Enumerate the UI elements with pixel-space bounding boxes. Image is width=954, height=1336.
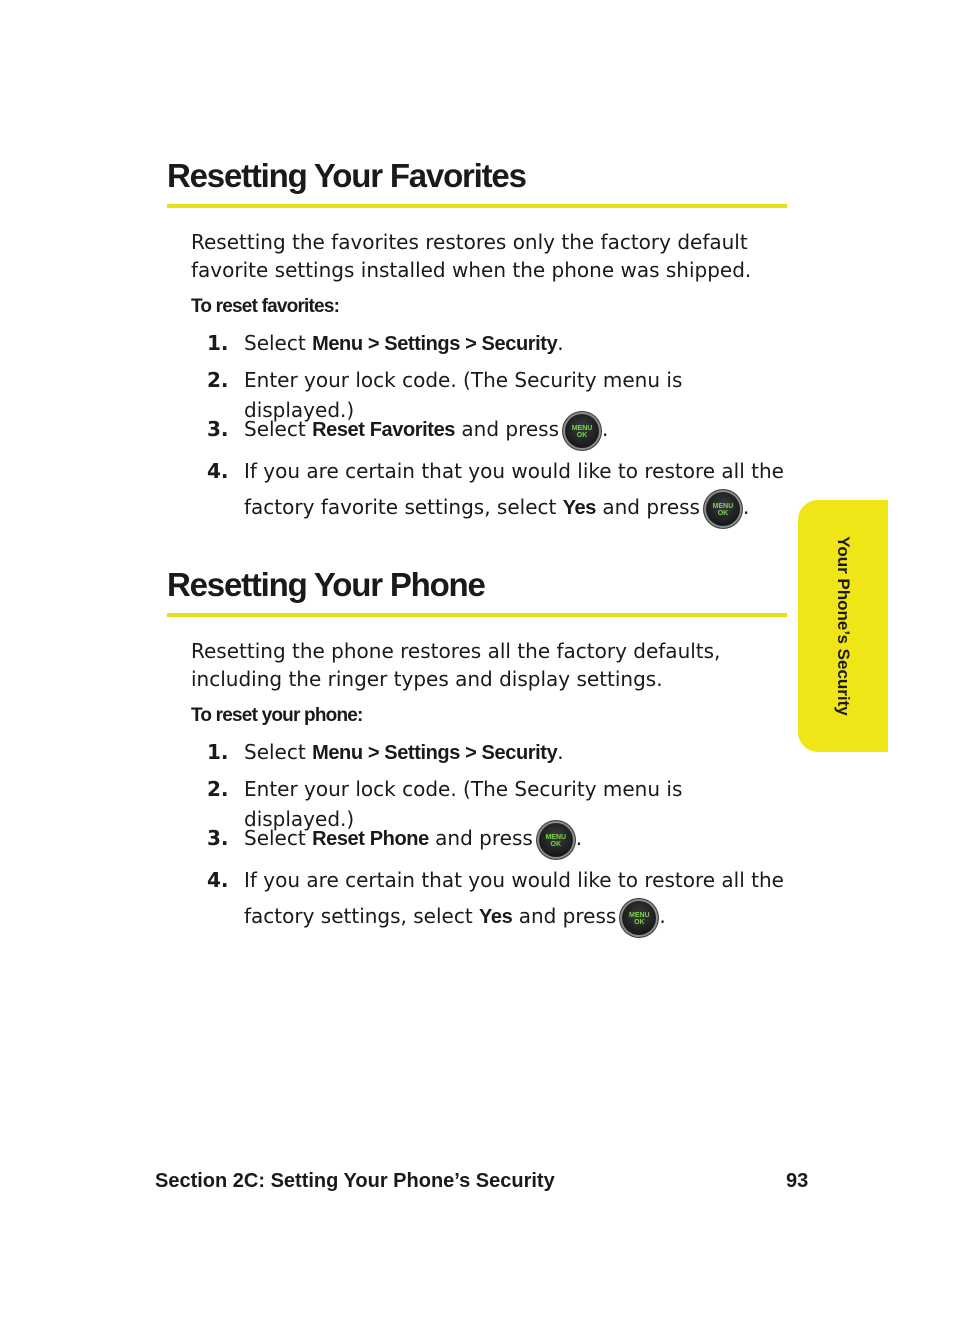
step-text: Select <box>244 740 313 764</box>
menu-option: Yes <box>479 906 513 928</box>
section-intro: Resetting the favorites restores only the factory default favorite settings installed when the phone was shipped. <box>191 230 752 282</box>
step-item <box>167 328 787 365</box>
step-item <box>167 862 787 935</box>
procedure-subhead: To reset favorites: <box>191 296 340 317</box>
step-text: If you are certain that you would like to restore all the factory settings, select <box>244 868 784 928</box>
step-item <box>167 818 787 862</box>
procedure-subhead: To reset your phone: <box>191 705 363 726</box>
step-item <box>167 453 787 526</box>
footer-section-title: Section 2C: Setting Your Phone’s Security <box>155 1170 555 1192</box>
step-text: . <box>557 740 564 764</box>
step-list <box>167 737 787 935</box>
menu-option: Yes <box>562 497 596 519</box>
section-intro: Resetting the phone restores all the factory defaults, including the ringer types and display settings. <box>191 639 721 691</box>
step-text: Select <box>244 826 313 850</box>
step-text: . <box>557 331 564 355</box>
step-text: Select <box>244 331 313 355</box>
step-number: 4. <box>207 459 229 483</box>
step-number: 3. <box>207 826 229 850</box>
menu-ok-button-icon: MENU OK <box>622 901 656 935</box>
step-text: . <box>602 417 609 441</box>
step-text: . <box>742 495 750 519</box>
step-number: 1. <box>207 331 229 355</box>
menu-ok-button-icon: MENU OK <box>706 492 740 526</box>
menu-ok-button-icon: MENU OK <box>539 823 573 857</box>
section-side-tab <box>798 500 888 752</box>
step-item <box>167 409 787 453</box>
section-heading: Resetting Your Favorites <box>167 156 787 208</box>
step-text: Enter your lock code. (The Security menu is displayed.) <box>244 777 683 831</box>
page-number: 93 <box>786 1170 809 1192</box>
step-number: 2. <box>207 368 229 392</box>
side-tab-label: Your Phone’s Security <box>834 536 853 716</box>
step-text: and press <box>596 495 700 519</box>
step-text: . <box>575 826 583 850</box>
menu-option: Reset Phone <box>312 828 429 850</box>
step-text: Select <box>244 417 313 441</box>
section-heading: Resetting Your Phone <box>167 565 787 617</box>
step-item <box>167 774 787 831</box>
step-text: and press <box>512 904 617 928</box>
step-list <box>167 328 787 526</box>
step-text: . <box>659 904 666 928</box>
step-item <box>167 737 787 774</box>
menu-ok-button-icon: MENU OK <box>565 414 599 448</box>
step-text: If you are certain that you would like to restore all the factory favorite settings, select <box>244 459 784 519</box>
step-text: Enter your lock code. (The Security menu is displayed.) <box>244 368 683 422</box>
step-text: and press <box>455 417 559 441</box>
step-number: 1. <box>207 740 229 764</box>
menu-option: Reset Favorites <box>312 419 456 441</box>
step-number: 4. <box>207 868 229 892</box>
step-text: and press <box>428 826 533 850</box>
step-number: 3. <box>207 417 229 441</box>
menu-path: Menu > Settings > Security <box>312 742 558 764</box>
section-reset-phone <box>167 565 787 935</box>
step-number: 2. <box>207 777 229 801</box>
menu-path: Menu > Settings > Security <box>312 333 558 355</box>
step-item <box>167 365 787 422</box>
section-reset-favorites <box>167 156 787 526</box>
